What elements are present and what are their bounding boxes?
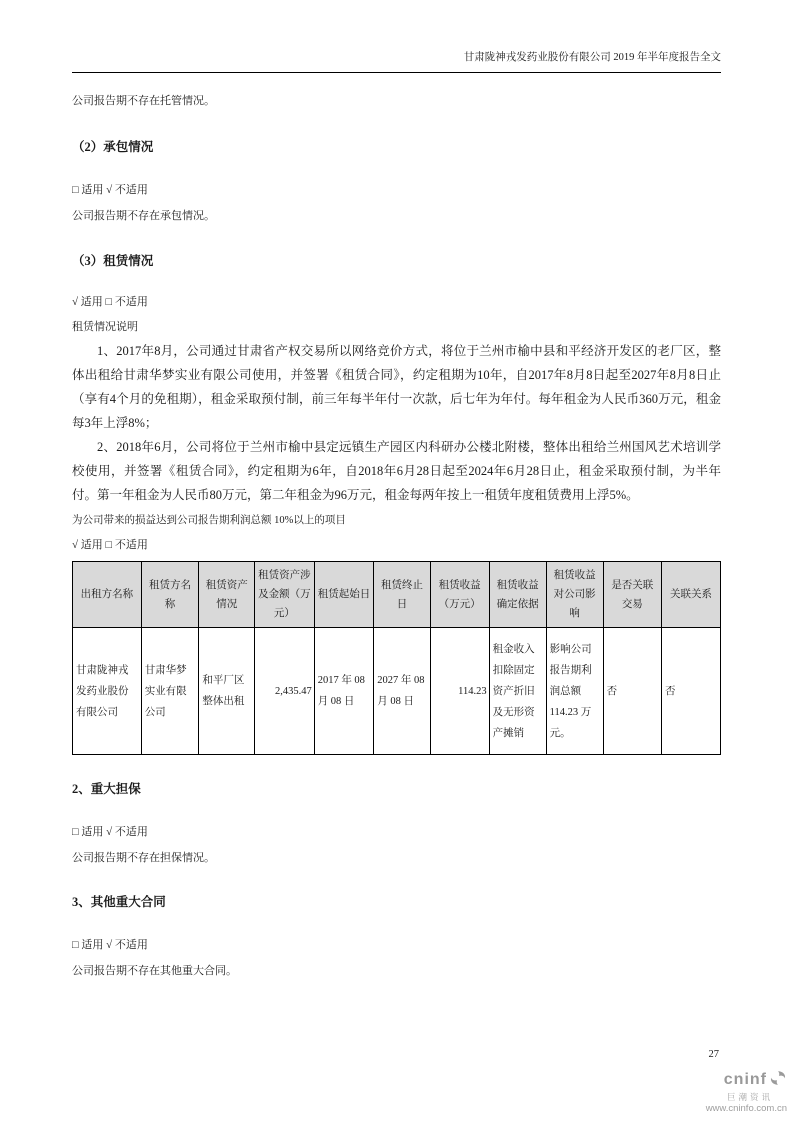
- cell-lessee: 甘肃华梦实业有限公司: [141, 628, 199, 755]
- contracting-note: 公司报告期不存在承包情况。: [72, 210, 215, 222]
- cninfo-brand-text: cninf: [723, 1071, 767, 1089]
- col-header-income: 租赁收益（万元）: [430, 562, 489, 628]
- col-header-related-transaction: 是否关联交易: [603, 562, 661, 628]
- col-header-relationship: 关联关系: [661, 562, 720, 628]
- cninfo-swirl-icon: [769, 1069, 787, 1092]
- cninfo-brand-chinese: 巨潮资讯: [726, 1092, 773, 1103]
- col-header-asset: 租赁资产情况: [199, 562, 255, 628]
- contracting-applicability: □ 适用 √ 不适用: [72, 184, 148, 196]
- leasing-applicability: √ 适用 □ 不适用: [72, 296, 148, 308]
- cell-income-basis: 租金收入扣除固定资产折旧及无形资产摊销: [489, 628, 546, 755]
- heading-other-contracts: 3、其他重大合同: [72, 895, 166, 909]
- col-header-start-date: 租赁起始日: [314, 562, 374, 628]
- heading-guarantee: 2、重大担保: [72, 782, 141, 796]
- lease-table-header-row: [73, 562, 721, 628]
- trusteeship-note: 公司报告期不存在托管情况。: [72, 95, 215, 107]
- report-header-title: 甘肃陇神戎发药业股份有限公司 2019 年半年度报告全文: [72, 0, 721, 73]
- cell-related-transaction: 否: [603, 628, 661, 755]
- cell-start-date: 2017 年 08 月 08 日: [314, 628, 374, 755]
- col-header-income-impact: 租赁收益对公司影响: [546, 562, 603, 628]
- page-number: 27: [708, 1049, 719, 1060]
- col-header-end-date: 租赁终止日: [374, 562, 430, 628]
- guarantee-note: 公司报告期不存在担保情况。: [72, 852, 215, 864]
- heading-contracting: （2）承包情况: [72, 140, 154, 154]
- lease-table: [72, 561, 721, 755]
- other-contracts-applicability: □ 适用 √ 不适用: [72, 939, 148, 951]
- cell-income: 114.23: [430, 628, 489, 755]
- leasing-note-label: 租赁情况说明: [72, 321, 138, 333]
- lease-table-data-row: [73, 628, 721, 755]
- profit-item-note: 为公司带来的损益达到公司报告期利润总额 10%以上的项目: [72, 515, 346, 526]
- profit-applicability: √ 适用 □ 不适用: [72, 539, 148, 551]
- col-header-lessor: 出租方名称: [73, 562, 142, 628]
- cninfo-logo: [706, 1069, 787, 1114]
- leasing-paragraph-1: 1、2017年8月，公司通过甘肃省产权交易所以网络竞价方式，将位于兰州市榆中县和平经济开发区的老厂区，整体出租给甘肃华梦实业有限公司使用，并签署《租赁合同》，约定租期为10年，自2017年8月8日起至2027年8月8日止（享有4个月的免租期），租金采取预付制，前三年每半年付一次款，后七年为年付。每年租金为人民币360万元，租金每3年上浮8%；: [72, 344, 721, 430]
- cell-amount: 2,435.47: [255, 628, 315, 755]
- leasing-paragraph-2: 2、2018年6月，公司将位于兰州市榆中县定远镇生产园区内科研办公楼北附楼，整体出租给兰州国风艺术培训学校使用，并签署《租赁合同》，约定租期为6年，自2018年6月28日起至2024年6月28日止，租金采取预付制，为半年付。第一年租金为人民币80万元，第二年租金为96万元，租金每两年按上一租赁年度租赁费用上浮5%。: [72, 440, 721, 502]
- cell-lessor: 甘肃陇神戎发药业股份有限公司: [73, 628, 142, 755]
- cell-end-date: 2027 年 08 月 08 日: [374, 628, 430, 755]
- guarantee-applicability: □ 适用 √ 不适用: [72, 826, 148, 838]
- cninfo-url: www.cninfo.com.cn: [705, 1103, 787, 1115]
- col-header-amount: 租赁资产涉及金额（万元）: [255, 562, 315, 628]
- other-contracts-note: 公司报告期不存在其他重大合同。: [72, 965, 237, 977]
- col-header-income-basis: 租赁收益确定依据: [489, 562, 546, 628]
- cell-asset: 和平厂区整体出租: [199, 628, 255, 755]
- col-header-lessee: 租赁方名称: [141, 562, 199, 628]
- cell-relationship: 否: [661, 628, 720, 755]
- cell-income-impact: 影响公司报告期利润总额 114.23 万元。: [546, 628, 603, 755]
- heading-leasing: （3）租赁情况: [72, 254, 154, 268]
